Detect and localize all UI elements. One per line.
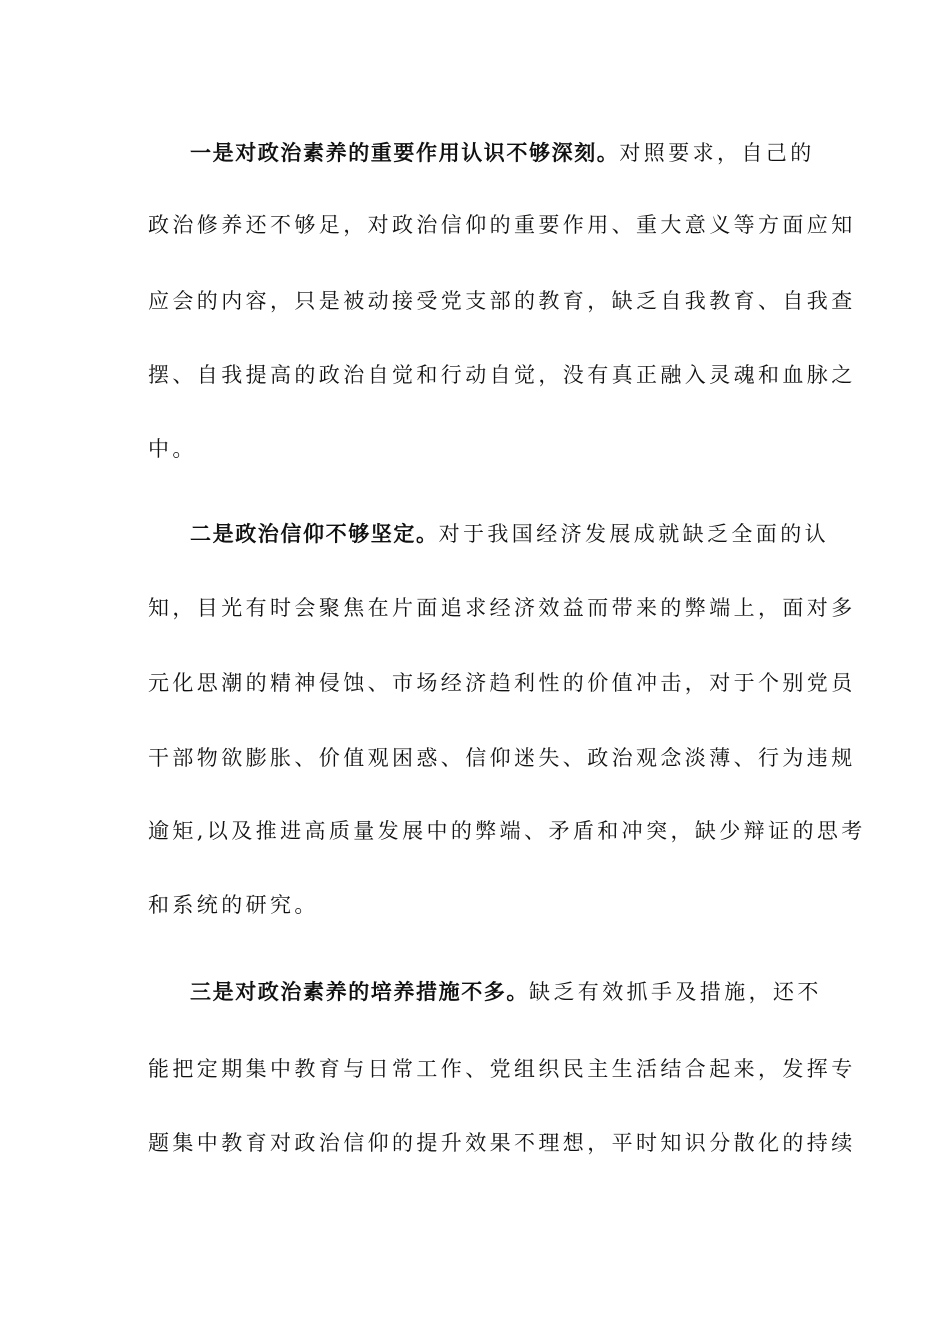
- paragraph-line: [190, 978, 822, 1006]
- paragraph-line: 和系统的研究。: [148, 893, 319, 917]
- paragraph-heading: 二是政治信仰不够坚定。: [190, 522, 439, 546]
- paragraph-line: 摆、自我提高的政治自觉和行动自觉，没有真正融入灵魂和血脉之: [148, 363, 856, 387]
- paragraph-line: [190, 139, 815, 167]
- paragraph-text: 缺乏有效抓手及措施，还不: [529, 980, 822, 1004]
- paragraph-line: 逾矩,以及推进高质量发展中的弊端、矛盾和冲突，缺少辩证的思考: [148, 819, 866, 843]
- paragraph-line: 元化思潮的精神侵蚀、市场经济趋利性的价值冲击，对于个别党员: [148, 671, 856, 695]
- paragraph-line: 知，目光有时会聚焦在片面追求经济效益而带来的弊端上，面对多: [148, 596, 856, 620]
- paragraph-line: 政治修养还不够足，对政治信仰的重要作用、重大意义等方面应知: [148, 213, 856, 237]
- paragraph-line: 中。: [148, 437, 197, 461]
- paragraph-heading: 三是对政治素养的培养措施不多。: [190, 980, 529, 1004]
- paragraph-line: 应会的内容，只是被动接受党支部的教育，缺乏自我教育、自我查: [148, 289, 856, 313]
- paragraph-heading: 一是对政治素养的重要作用认识不够深刻。: [190, 141, 620, 165]
- paragraph-line: 能把定期集中教育与日常工作、党组织民主生活结合起来，发挥专: [148, 1057, 856, 1081]
- paragraph-line: 题集中教育对政治信仰的提升效果不理想，平时知识分散化的持续: [148, 1131, 856, 1155]
- paragraph-text: 对于我国经济发展成就缺乏全面的认: [438, 522, 830, 546]
- paragraph-line: 干部物欲膨胀、价值观困惑、信仰迷失、政治观念淡薄、行为违规: [148, 746, 856, 770]
- paragraph-line: [190, 520, 829, 548]
- paragraph-text: 对照要求，自己的: [619, 141, 815, 165]
